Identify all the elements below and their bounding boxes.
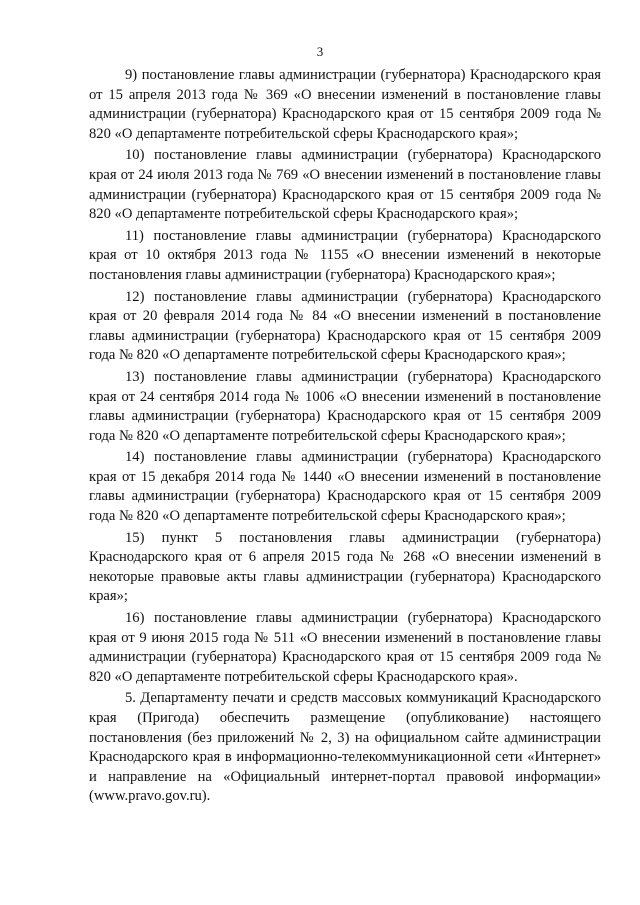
page-number: 3 [316, 44, 324, 59]
list-item-13: 13) постановление главы администрации (губернатора) Краснодарского края от 24 сентября 2014 года № 1006 «О внесении изменений в постановление главы администрации (губернатора) Краснодарского края от 15 сентября 2009 года № 820 «О департаменте потребительской сферы Краснодарского края»; [89, 368, 601, 444]
list-item-11: 11) постановление главы администрации (губернатора) Краснодарского края от 10 октября 2013 года № 1155 «О внесении изменений в некоторые постановления главы администрации (губернатора) Краснодарского края»; [89, 227, 601, 283]
list-item-10: 10) постановление главы администрации (губернатора) Краснодарского края от 24 июля 2013 года № 769 «О внесении изменений в постановление главы администрации (губернатора) Краснодарского края от 15 сентября 2009 года № 820 «О департаменте потребительской сферы Краснодарского края»; [89, 147, 601, 223]
list-item-16: 16) постановление главы администрации (губернатора) Краснодарского края от 9 июня 2015 года № 511 «О внесении изменений в постановление главы администрации (губернатора) Краснодарского края от 15 сентября 2009 года № 820 «О департаменте потребительской сферы Краснодарского края». [89, 610, 601, 685]
list-item-14: 14) постановление главы администрации (губернатора) Краснодарского края от 15 декабря 2014 года № 1440 «О внесении изменений в постановление главы администрации (губернатора) Краснодарского края от 15 сентября 2009 года № 820 «О департаменте потребительской сферы Краснодарского края»; [89, 449, 601, 525]
list-item-15: 15) пункт 5 постановления главы администрации (губернатора) Краснодарского края от 6 апреля 2015 года № 268 «О внесении изменений в некоторые правовые акты главы администрации (губернатора) Краснодарского края»; [89, 529, 601, 605]
document-body [89, 66, 601, 807]
clause-5: 5. Департаменту печати и средств массовых коммуникаций Краснодарского края (Пригода) обеспечить размещение (опубликование) настоящего постановления (без приложений № 2, 3) на официальном сайте администрации Краснодарского края в информационно-телекоммуникационной сети «Интернет» и направление на «Официальный интернет-портал правовой информации» (www.pravo.gov.ru). [89, 690, 601, 805]
list-item-9: 9) постановление главы администрации (губернатора) Краснодарского края от 15 апреля 2013 года № 369 «О внесении изменений в постановление главы администрации (губернатора) Краснодарского края от 15 сентября 2009 года № 820 «О департаменте потребительской сферы Краснодарского края»; [89, 67, 601, 142]
list-item-12: 12) постановление главы администрации (губернатора) Краснодарского края от 20 февраля 2014 года № 84 «О внесении изменений в постановление главы администрации (губернатора) Краснодарского края от 15 сентября 2009 года № 820 «О департаменте потребительской сферы Краснодарского края»; [89, 288, 601, 364]
